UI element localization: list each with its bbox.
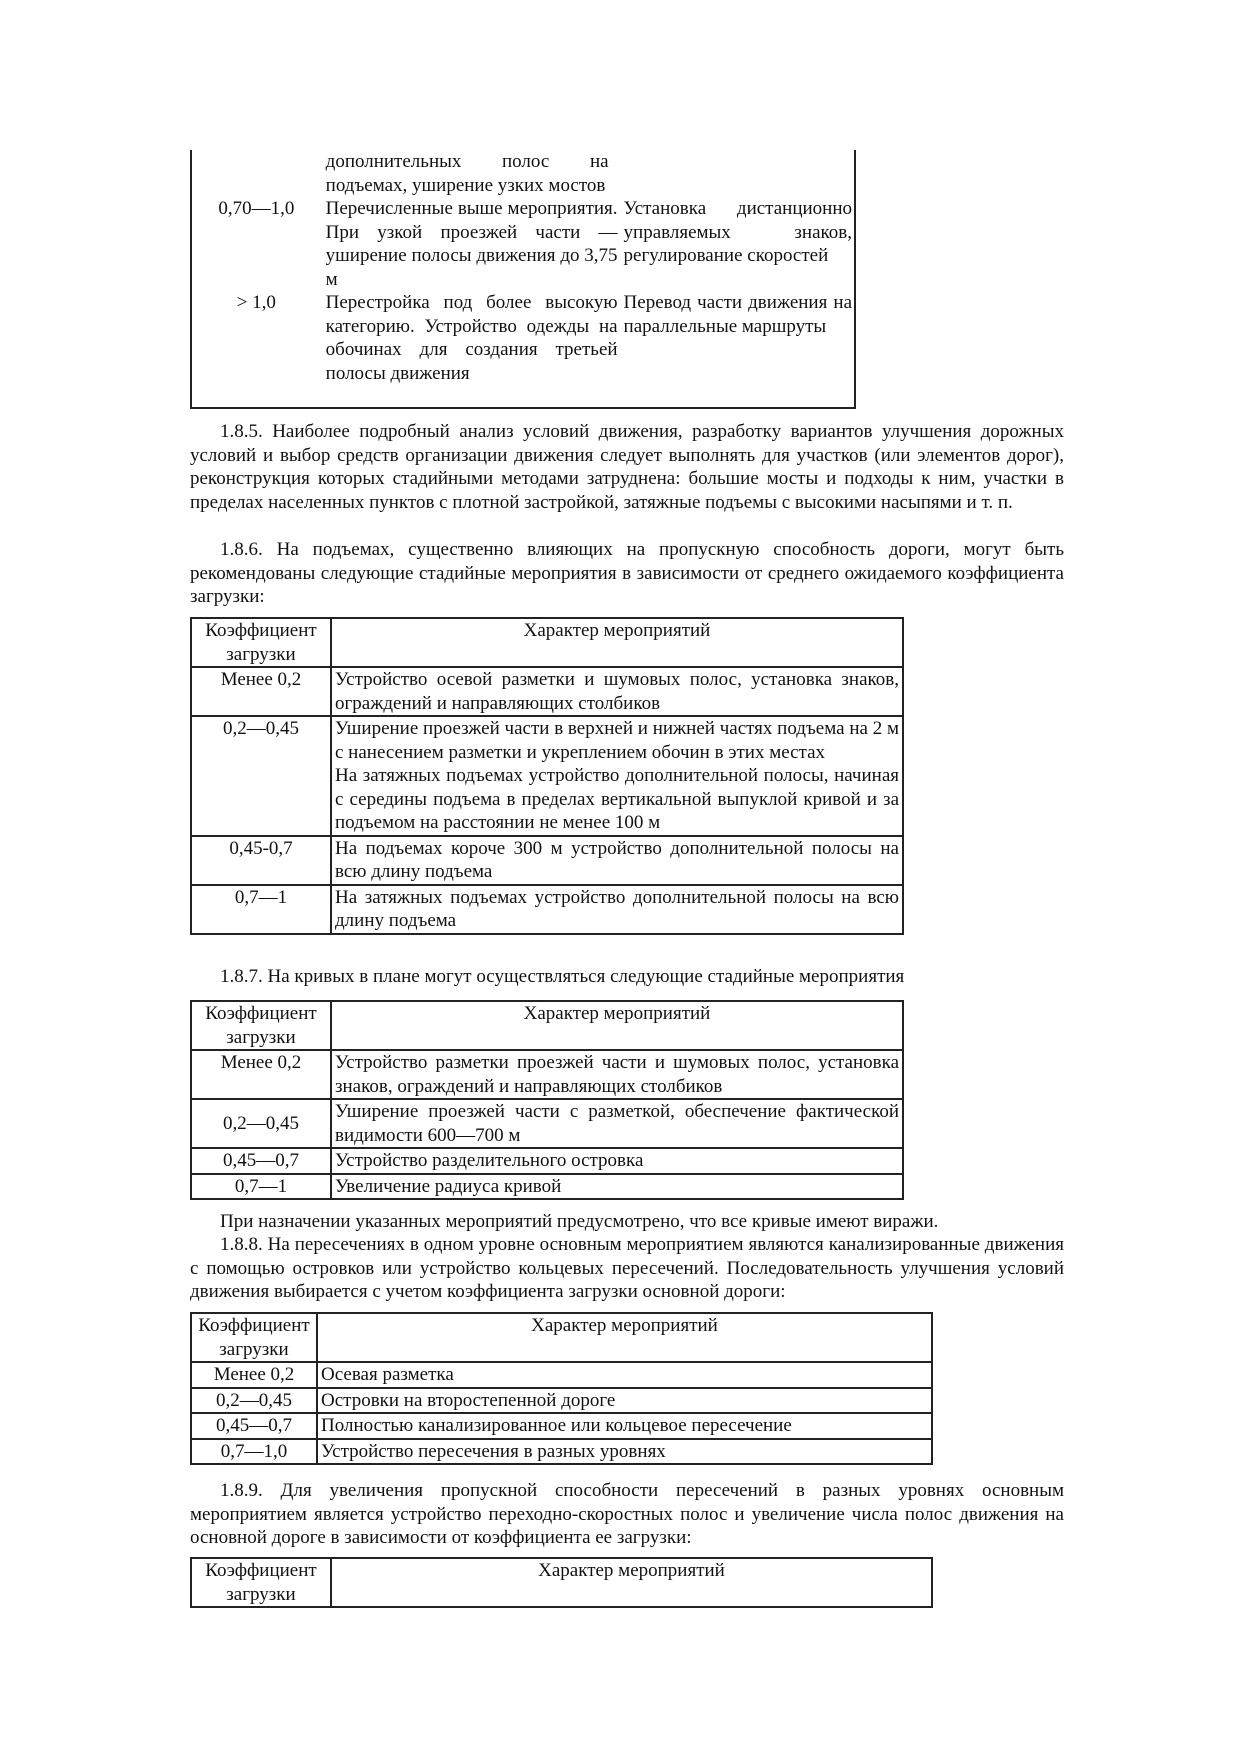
table-row [191,716,903,836]
coef-cell: 0,7—1 [191,885,331,934]
coef-cell: 0,7—1 [191,1174,331,1200]
coef-cell: 0,7—1,0 [191,1439,317,1465]
coef-cell [190,150,323,197]
intersections-table [190,1312,933,1465]
table-row [191,836,903,885]
paragraph-1-8-8: 1.8.8. На пересечениях в одном уровне основным мероприятием являются канализированные движения с помощью островков или устройство кольцевых пересечений. Последовательность улучшения условий движения выбирается с учетом коэффициента загрузки основной дороги: [190,1234,1064,1302]
measures-cell: Перечисленные выше мероприятия. При узкой проезжей части — уширение полосы движения до 3,75 м [325,198,618,290]
coef-cell: 0,45-0,7 [191,836,331,885]
table-row [191,1099,903,1148]
coef-cell: 0,2—0,45 [191,716,331,836]
header-coef: Коэффициент загрузки [191,1558,331,1607]
measures-cell: Островки на второстепенной дороге [317,1388,932,1414]
organization-cell: Установка дистанционно управляемых знаков, регулирование скоростей [623,198,852,266]
coef-cell: 0,2—0,45 [191,1099,331,1148]
table-row [191,1413,932,1439]
measures-cell: дополнительных полос на подъемах, уширение узких мостов [325,151,609,196]
slopes-table [190,617,904,935]
grade-separated-table [190,1557,933,1608]
measures-cell: Осевая разметка [317,1362,932,1388]
coef-cell: > 1,0 [236,292,276,313]
coef-cell: 0,45—0,7 [191,1413,317,1439]
measures-cell: Полностью канализированное или кольцевое пересечение [317,1413,932,1439]
measures-cell: Уширение проезжей части с разметкой, обеспечение фактической видимости 600—700 м [331,1099,903,1148]
table-row [191,667,903,716]
paragraph-1-8-5: 1.8.5. Наиболее подробный анализ условий движения, разработку вариантов улучшения дорожных условий и выбор средств организации движения следует выполнять для участков (или элементов дорог), реконструкция которых стадийными методами затруднена: большие мосты и подходы к ним, участки в пределах населенных пунктов с плотной застройкой, затяжные подъемы с высокими насыпями и т. п. [190,421,1064,513]
measures-cell: Устройство пересечения в разных уровнях [317,1439,932,1465]
organization-cell: Перевод части движения на параллельные маршруты [623,292,852,337]
table-row [191,1050,903,1099]
curves-table [190,1000,904,1200]
paragraph-1-8-9: 1.8.9. Для увеличения пропускной способности пересечений в разных уровнях основным мероприятием является устройство переходно-скоростных полос и увеличение числа полос движения на основной дороге в зависимости от коэффициента ее загрузки: [190,1480,1064,1548]
table-row [191,1174,903,1200]
coef-cell: 0,2—0,45 [191,1388,317,1414]
table-row [191,1388,932,1414]
table-header-row [191,618,903,667]
header-coef: Коэффициент загрузки [191,618,331,667]
header-measures: Характер мероприятий [317,1313,932,1362]
top-continuation-table [190,150,855,385]
measures-cell: Устройство разделительного островка [331,1148,903,1174]
header-coef: Коэффициент загрузки [191,1001,331,1050]
coef-cell: Менее 0,2 [191,1050,331,1099]
measures-cell: Перестройка под более высокую категорию. Устройство одежды на обочинах для создания третьей полосы движения [325,292,618,384]
coef-cell: 0,45—0,7 [191,1148,331,1174]
measures-cell: Уширение проезжей части в верхней и нижней частях подъема на 2 м с нанесением разметки и укреплением обочин в этих местах На затяжных подъемах устройство дополнительной полосы, начиная с середины подъема в пределах вертикальной выпуклой кривой и за подъемом на расстоянии не менее 100 м [331,716,903,836]
table-row [190,197,855,291]
header-measures: Характер мероприятий [331,1001,903,1050]
table-row [191,1362,932,1388]
measures-cell: Устройство осевой разметки и шумовых полос, установка знаков, ограждений и направляющих столбиков [331,667,903,716]
organization-cell [621,150,855,197]
header-coef: Коэффициент загрузки [191,1313,317,1362]
header-measures: Характер мероприятий [331,1558,932,1607]
measures-cell: Устройство разметки проезжей части и шумовых полос, установка знаков, ограждений и направляющих столбиков [331,1050,903,1099]
table-row [191,1439,932,1465]
coef-cell: 0,70—1,0 [218,198,295,219]
table-row [191,1148,903,1174]
header-measures: Характер мероприятий [331,618,903,667]
table-header-row [191,1313,932,1362]
table-row [190,150,855,197]
table-row [191,885,903,934]
measures-cell: Увеличение радиуса кривой [331,1174,903,1200]
coef-cell: Менее 0,2 [191,667,331,716]
table-header-row [191,1001,903,1050]
paragraph-1-8-6: 1.8.6. На подъемах, существенно влияющих на пропускную способность дороги, могут быть рекомендованы следующие стадийные мероприятия в зависимости от среднего ожидаемого коэффициента загрузки: [190,539,1064,607]
table-header-row [191,1558,932,1607]
paragraph-1-8-7: 1.8.7. На кривых в плане могут осуществляться следующие стадийные мероприятия [220,966,905,987]
measures-cell: На подъемах короче 300 м устройство дополнительной полосы на всю длину подъема [331,836,903,885]
coef-cell: Менее 0,2 [191,1362,317,1388]
table-row [190,291,855,385]
measures-cell: На затяжных подъемах устройство дополнительной полосы на всю длину подъема [331,885,903,934]
paragraph-curves-note: При назначении указанных мероприятий предусмотрено, что все кривые имеют виражи. [220,1211,939,1232]
